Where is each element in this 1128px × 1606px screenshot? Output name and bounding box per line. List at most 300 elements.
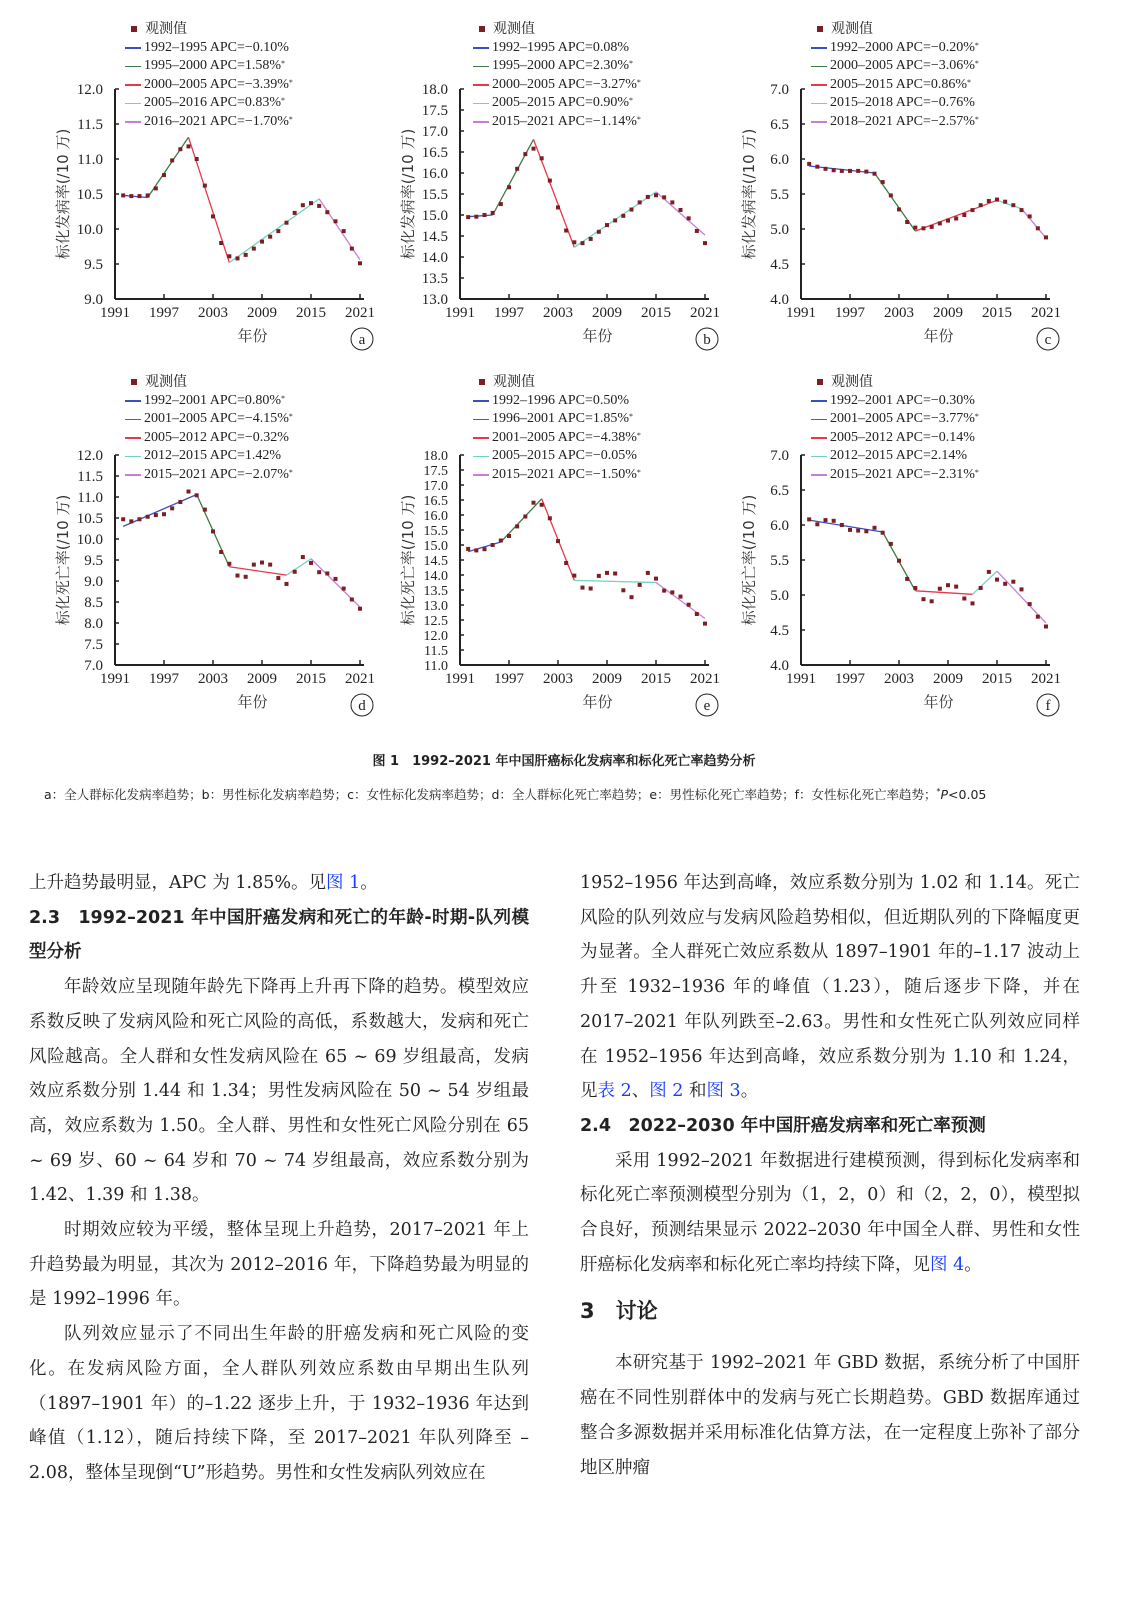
legend-item [125, 429, 293, 448]
significance-star: * [974, 114, 979, 124]
significance-star: * [288, 412, 293, 421]
line-swatch-icon [811, 474, 827, 476]
trend-segment [915, 591, 972, 595]
observed-point [621, 214, 625, 218]
observed-point [138, 517, 142, 521]
line-swatch-icon [473, 103, 489, 105]
y-tick-label: 5.0 [770, 588, 789, 604]
y-tick-label: 11.0 [424, 659, 448, 674]
legend-label: 2005–2012 APC=−0.14% [830, 429, 975, 445]
significance-star: * [974, 467, 979, 477]
observed-point [815, 165, 819, 169]
significance-star: * [288, 467, 293, 477]
y-tick-label: 11.0 [77, 152, 103, 168]
y-tick-label: 4.0 [770, 292, 789, 308]
x-tick-label: 2021 [1031, 671, 1061, 687]
observed-point [548, 516, 552, 520]
y-tick-label: 5.5 [770, 187, 789, 203]
y-tick-label: 16.5 [421, 145, 448, 161]
observed-point [589, 237, 593, 241]
observed-point [630, 208, 634, 212]
x-tick-label: 1991 [786, 671, 816, 687]
x-tick-label: 2009 [933, 671, 963, 687]
legend-item [811, 410, 979, 429]
legend-label: 观测值 [145, 374, 187, 390]
link-figure-3[interactable]: 图 3 [706, 1081, 741, 1102]
trend-segment [574, 580, 656, 582]
line-swatch-icon [473, 84, 489, 86]
panel-label: e [703, 698, 711, 714]
legend-label: 2015–2021 APC=−2.07% [144, 466, 289, 482]
significance-star: * [288, 77, 293, 87]
paragraph: 本研究基于 1992–2021 年 GBD 数据，系统分析了中国肝癌在不同性别群体中的发病与死亡长期趋势。GBD 数据库通过整合多源数据并采用标准化估算方法，在一定程度上弥补了部分地区肿瘤 [580, 1353, 1080, 1478]
observed-point [285, 221, 289, 225]
legend-item [125, 113, 293, 132]
legend-item [125, 410, 293, 429]
observed-point [946, 583, 950, 587]
observed-point [483, 547, 487, 551]
observed-point [325, 571, 329, 575]
observed-point [905, 577, 909, 581]
observed-point [236, 574, 240, 578]
legend-item [473, 94, 641, 113]
y-tick-label: 18.0 [421, 82, 448, 98]
legend-label: 2012–2015 APC=1.42% [144, 448, 282, 463]
legend-label: 1995–2000 APC=1.58% [144, 58, 282, 73]
link-figure-4[interactable]: 图 4 [930, 1254, 965, 1275]
observed-point [236, 256, 240, 260]
observed-point [342, 229, 346, 233]
observed-point [597, 230, 601, 234]
observed-point [499, 539, 503, 543]
observed-point [889, 193, 893, 197]
legend-item-observed [125, 20, 293, 39]
x-tick-label: 1997 [494, 671, 524, 687]
y-tick-label: 10.5 [76, 187, 103, 203]
significance-star: * [967, 77, 972, 87]
line-swatch-icon [811, 121, 827, 123]
panel-label: c [1044, 332, 1052, 348]
observed-point [662, 195, 666, 199]
y-tick-label: 6.5 [770, 483, 789, 499]
legend-label: 1992–2001 APC=0.80% [144, 392, 282, 408]
observed-point [1020, 208, 1024, 212]
line-swatch-icon [473, 47, 489, 49]
observed-point [1036, 615, 1040, 619]
line-swatch-icon [125, 474, 141, 476]
legend-item [473, 39, 641, 58]
trend-segment [468, 215, 493, 217]
observed-point [913, 226, 917, 230]
caption-star: * [936, 787, 941, 796]
observed-point [334, 219, 338, 223]
observed-point [905, 220, 909, 224]
observed-point [638, 583, 642, 587]
observed-point [597, 574, 601, 578]
trend-segment [287, 559, 312, 575]
observed-point [938, 221, 942, 225]
y-tick-label: 7.0 [770, 82, 789, 98]
legend-item [125, 39, 293, 58]
observed-point [121, 517, 125, 521]
chart-legend [125, 373, 293, 484]
x-tick-label: 1997 [835, 305, 865, 321]
observed-point [146, 193, 150, 197]
x-tick-label: 2015 [982, 671, 1012, 687]
observed-point [466, 547, 470, 551]
figure-caption-notes [44, 780, 1074, 807]
y-tick-label: 12.0 [423, 629, 448, 644]
y-tick-label: 17.5 [423, 464, 448, 479]
observed-point [129, 519, 133, 523]
observed-point [679, 595, 683, 599]
panel-label: a [358, 332, 366, 348]
chart-panel-f [726, 365, 1066, 725]
trend-segment [534, 139, 575, 247]
square-marker-icon [479, 379, 485, 385]
observed-point [995, 578, 999, 582]
legend-label: 2005–2016 APC=0.83% [144, 95, 282, 110]
line-swatch-icon [811, 456, 827, 458]
observed-point [334, 577, 338, 581]
observed-point [695, 612, 699, 616]
observed-point [532, 501, 536, 505]
legend-item [811, 392, 979, 411]
observed-point [540, 503, 544, 507]
observed-point [679, 208, 683, 212]
y-tick-label: 17.5 [421, 103, 448, 119]
y-tick-label: 15.5 [423, 524, 448, 539]
y-axis-title: 标化死亡率(/10 万) [740, 494, 758, 626]
observed-point [548, 179, 552, 183]
paragraph [29, 866, 529, 901]
legend-item [473, 76, 641, 95]
legend-label: 2005–2012 APC=−0.32% [144, 429, 289, 445]
x-axis-title: 年份 [582, 327, 613, 345]
observed-point [317, 570, 321, 574]
y-tick-label: 6.0 [770, 518, 789, 534]
x-tick-label: 2009 [247, 305, 277, 321]
legend-label: 1992–1996 APC=0.50% [492, 392, 630, 408]
observed-point [483, 213, 487, 217]
observed-point [1028, 214, 1032, 218]
x-tick-label: 2021 [345, 671, 375, 687]
observed-point [170, 158, 174, 162]
legend-label: 2018–2021 APC=−2.57% [830, 113, 975, 129]
observed-point [491, 543, 495, 547]
chart-panel-b [385, 12, 725, 372]
significance-star: * [636, 467, 641, 477]
observed-point [572, 240, 576, 244]
observed-point [605, 223, 609, 227]
x-tick-label: 2003 [543, 305, 573, 321]
y-tick-label: 7.0 [84, 658, 103, 674]
observed-point [309, 201, 313, 205]
link-figure-2[interactable]: 图 2 [649, 1081, 684, 1102]
text: 。 [360, 873, 378, 893]
observed-point [195, 493, 199, 497]
y-tick-label: 14.5 [421, 229, 448, 245]
observed-point [507, 534, 511, 538]
observed-point [285, 582, 289, 586]
observed-point [913, 586, 917, 590]
paragraph: 时期效应较为平缓，整体呈现上升趋势，2017–2021 年上升趋势最为明显，其次为 2012–2016 年，下降趋势最为明显的是 1992–1996 年。 [29, 1220, 529, 1310]
line-swatch-icon [125, 47, 141, 49]
observed-point [138, 194, 142, 198]
line-swatch-icon [811, 66, 827, 68]
y-tick-label: 10.0 [76, 222, 103, 238]
trend-segment [319, 199, 360, 260]
x-axis-title: 年份 [923, 693, 954, 711]
observed-point [1020, 587, 1024, 591]
observed-point [1044, 235, 1048, 239]
observed-point [840, 523, 844, 527]
observed-point [670, 590, 674, 594]
observed-point [227, 562, 231, 566]
observed-point [491, 211, 495, 215]
observed-point [581, 241, 585, 245]
observed-point [815, 522, 819, 526]
observed-point [170, 506, 174, 510]
trend-segment [189, 137, 230, 262]
observed-point [556, 205, 560, 209]
observed-point [938, 587, 942, 591]
observed-point [930, 225, 934, 229]
paragraph: 年龄效应呈现随年龄先下降再上升再下降的趋势。模型效应系数反映了发病风险和死亡风险的高低，系数越大，发病和死亡风险越高。全人群和女性发病风险在 65 ~ 69 岁组最高，发病效应系数分别 1.44 和 1.34；男性发病风险在 50 ~ 54 岁组最高，效应系数为 1.50。全人群、男性和女性死亡风险分别在 65 ~ 69 岁、60 ~ 64 岁和 70 ~ 74 岁组最高，效应系数分别为 1.42、1.39 和 1.38。 [29, 977, 529, 1206]
y-tick-label: 12.5 [423, 614, 448, 629]
legend-item-observed [811, 373, 979, 392]
x-tick-label: 2009 [592, 671, 622, 687]
line-swatch-icon [125, 456, 141, 458]
square-marker-icon [817, 26, 823, 32]
x-tick-label: 2015 [296, 305, 326, 321]
chart-legend [125, 20, 293, 131]
observed-point [178, 500, 182, 504]
x-tick-label: 1997 [494, 305, 524, 321]
x-tick-label: 2021 [690, 671, 720, 687]
observed-point [1036, 226, 1040, 230]
observed-point [662, 589, 666, 593]
legend-label: 观测值 [831, 21, 873, 37]
legend-label: 观测值 [493, 374, 535, 390]
observed-point [260, 240, 264, 244]
observed-point [1044, 625, 1048, 629]
observed-point [703, 622, 707, 626]
observed-point [564, 229, 568, 233]
observed-point [154, 513, 158, 517]
legend-item [125, 392, 293, 411]
observed-point [987, 199, 991, 203]
observed-point [154, 186, 158, 190]
y-tick-label: 6.5 [770, 117, 789, 133]
observed-point [856, 529, 860, 533]
legend-item [811, 466, 979, 485]
legend-item [811, 57, 979, 76]
square-marker-icon [131, 26, 137, 32]
observed-point [317, 204, 321, 208]
observed-point [638, 200, 642, 204]
legend-item [125, 94, 293, 113]
line-swatch-icon [125, 437, 141, 439]
x-axis-title: 年份 [923, 327, 954, 345]
y-tick-label: 10.5 [76, 511, 103, 527]
legend-item [473, 392, 641, 411]
chart-legend [473, 373, 641, 484]
caption-p-rest: <0.05 [948, 787, 987, 803]
y-tick-label: 4.5 [770, 257, 789, 273]
x-tick-label: 1991 [100, 671, 130, 687]
observed-point [971, 208, 975, 212]
observed-point [848, 528, 852, 532]
legend-label: 1996–2001 APC=1.85% [492, 411, 630, 426]
link-table-2[interactable]: 表 2 [597, 1081, 632, 1102]
significance-star: * [281, 393, 286, 403]
observed-point [954, 217, 958, 221]
observed-point [695, 229, 699, 233]
y-tick-label: 11.5 [424, 644, 448, 659]
chart-legend [473, 20, 641, 131]
y-tick-label: 16.5 [423, 494, 448, 509]
y-tick-label: 7.0 [770, 448, 789, 464]
observed-point [523, 515, 527, 519]
line-swatch-icon [811, 47, 827, 49]
observed-point [881, 531, 885, 535]
chart-panel-d [40, 365, 380, 725]
legend-item [473, 410, 641, 429]
x-axis-title: 年份 [237, 693, 268, 711]
observed-point [187, 144, 191, 148]
legend-item [125, 466, 293, 485]
observed-point [325, 210, 329, 214]
legend-label: 2001–2005 APC=−4.15% [144, 411, 289, 426]
legend-label: 2016–2021 APC=−1.70% [144, 113, 289, 129]
legend-item [811, 94, 979, 113]
observed-point [954, 585, 958, 589]
legend-item [811, 447, 979, 466]
chart-legend [811, 20, 979, 131]
observed-point [532, 147, 536, 151]
legend-label: 2001–2005 APC=−3.77% [830, 411, 975, 426]
legend-item [473, 57, 641, 76]
trend-segment [973, 571, 998, 594]
legend-label: 观测值 [831, 374, 873, 390]
observed-point [515, 524, 519, 528]
legend-item [811, 113, 979, 132]
legend-label: 1992–1995 APC=0.08% [492, 39, 630, 55]
section-heading-2-4: 2.4 2022–2030 年中国肝癌发病率和死亡率预测 [580, 1115, 986, 1136]
text: 1952–1956 年达到高峰，效应系数分别为 1.02 和 1.14。死亡风险的队列效应与发病风险趋势相似，但近期队列的下降幅度更为显著。全人群死亡效应系数从 1897–1901 年的–1.17 波动上升至 1932–1936 年的峰值（1.23），随后逐步下降，并在 2017–2021 年队列跌至–2.63。男性和女性死亡队列效应同样在 1952–1956 年达到高峰，效应系数分别为 1.10 和 1.24，见 [580, 873, 1080, 1102]
significance-star: * [636, 114, 641, 124]
section-heading-3: 3 讨论 [580, 1299, 658, 1324]
y-tick-label: 17.0 [421, 124, 448, 140]
observed-point [203, 184, 207, 188]
significance-star: * [974, 412, 979, 421]
trend-segment [123, 494, 197, 526]
line-swatch-icon [473, 66, 489, 68]
observed-point [293, 211, 297, 215]
chart-panel-a [40, 12, 380, 372]
y-tick-label: 4.0 [770, 658, 789, 674]
line-swatch-icon [473, 437, 489, 439]
text: 、 [631, 1081, 650, 1102]
square-marker-icon [479, 26, 485, 32]
observed-point [301, 555, 305, 559]
observed-point [162, 173, 166, 177]
observed-point [260, 561, 264, 565]
significance-star: * [636, 430, 641, 440]
y-axis-title: 标化发病率(/10 万) [740, 128, 758, 260]
legend-item [473, 447, 641, 466]
y-tick-label: 9.5 [84, 257, 103, 273]
y-axis-title: 标化死亡率(/10 万) [399, 494, 417, 626]
y-tick-label: 15.0 [423, 539, 448, 554]
legend-label: 1992–2001 APC=−0.30% [830, 392, 975, 408]
observed-point [474, 215, 478, 219]
observed-point [840, 169, 844, 173]
significance-star: * [629, 412, 634, 421]
legend-label: 2001–2005 APC=−4.38% [492, 429, 637, 445]
x-tick-label: 2015 [641, 671, 671, 687]
legend-label: 2005–2015 APC=0.86% [830, 76, 968, 92]
significance-star: * [636, 77, 641, 87]
square-marker-icon [131, 379, 137, 385]
significance-star: * [281, 96, 286, 105]
line-swatch-icon [125, 400, 141, 402]
observed-point [121, 193, 125, 197]
x-tick-label: 1991 [445, 671, 475, 687]
observed-point [252, 563, 256, 567]
observed-point [630, 595, 634, 599]
legend-item [473, 113, 641, 132]
y-tick-label: 13.5 [423, 584, 448, 599]
observed-point [219, 241, 223, 245]
observed-point [962, 213, 966, 217]
observed-point [605, 571, 609, 575]
x-tick-label: 2003 [198, 671, 228, 687]
significance-star: * [974, 40, 979, 50]
y-tick-label: 11.5 [77, 117, 103, 133]
observed-point [807, 517, 811, 521]
observed-point [227, 254, 231, 258]
paragraph [580, 1144, 1080, 1283]
y-axis-title: 标化发病率(/10 万) [54, 128, 72, 260]
observed-point [350, 247, 354, 251]
line-swatch-icon [811, 419, 827, 421]
observed-point [342, 587, 346, 591]
x-tick-label: 1991 [786, 305, 816, 321]
x-tick-label: 2009 [247, 671, 277, 687]
observed-point [621, 588, 625, 592]
y-tick-label: 14.5 [423, 554, 448, 569]
observed-point [654, 577, 658, 581]
line-swatch-icon [473, 400, 489, 402]
link-figure-1[interactable]: 图 1 [326, 873, 361, 893]
observed-point [979, 586, 983, 590]
legend-label: 观测值 [493, 21, 535, 37]
legend-item [473, 466, 641, 485]
paragraph: 队列效应显示了不同出生年龄的肝癌发病和死亡风险的变化。在发病风险方面，全人群队列效应系数由早期出生队列（1897–1901 年）的–1.22 逐步上升，于 1932–1936 年达到峰值（1.12），随后持续下降，至 2017–2021 年队列降至 –2.08，整体呈现倒“U”形趋势。男性和女性发病队列效应在 [29, 1324, 529, 1483]
panel-label: b [703, 332, 711, 348]
observed-point [474, 548, 478, 552]
x-tick-label: 1997 [149, 671, 179, 687]
line-swatch-icon [125, 84, 141, 86]
legend-item-observed [473, 373, 641, 392]
significance-star: * [629, 96, 634, 105]
observed-point [466, 215, 470, 219]
legend-label: 2000–2005 APC=−3.39% [144, 76, 289, 92]
observed-point [824, 518, 828, 522]
caption-p: P [940, 787, 949, 803]
